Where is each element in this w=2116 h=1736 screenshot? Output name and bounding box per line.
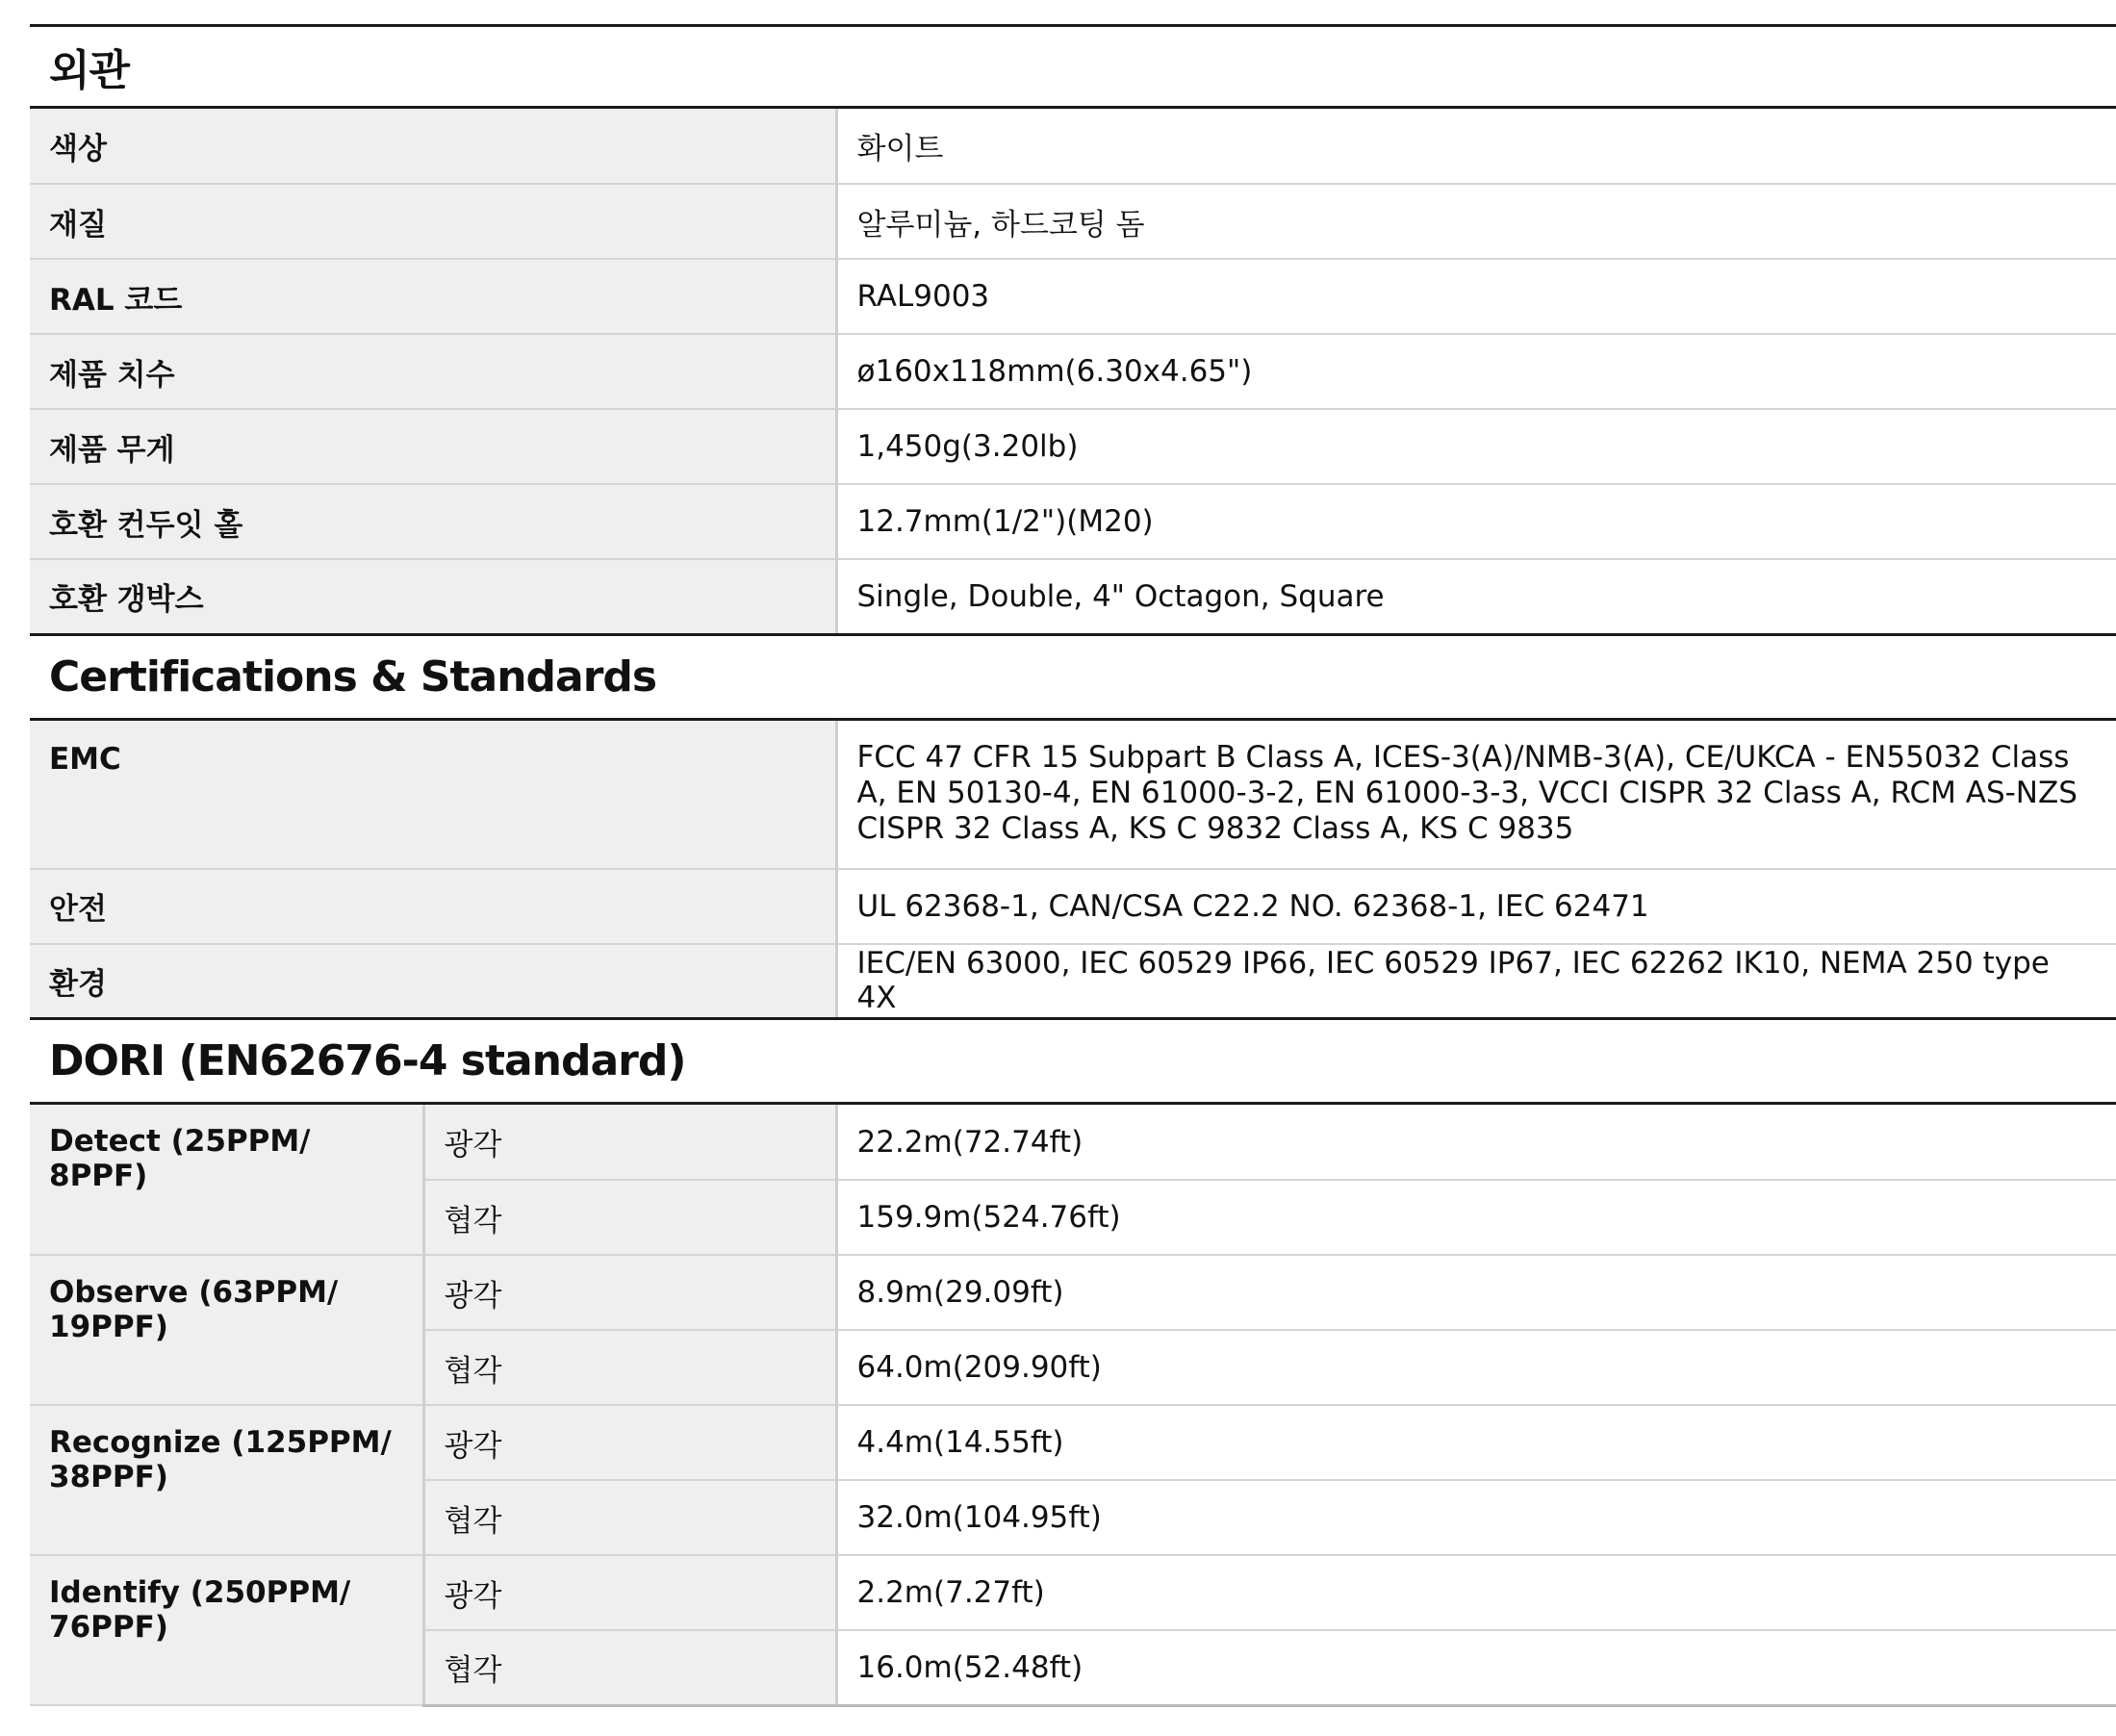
row-value: IEC/EN 63000, IEC 60529 IP66, IEC 60529 IP67, IEC 62262 IK10, NEMA 250 type 4X bbox=[836, 944, 2116, 1019]
certifications-table bbox=[30, 721, 2116, 1021]
table-row bbox=[30, 1255, 2116, 1330]
row-value: 화이트 bbox=[836, 109, 2116, 184]
table-row bbox=[30, 944, 2116, 1019]
table-row bbox=[30, 409, 2116, 484]
table-row bbox=[30, 484, 2116, 559]
row-value: 알루미늄, 하드코팅 돔 bbox=[836, 184, 2116, 259]
row-label: 재질 bbox=[30, 184, 836, 259]
dori-table bbox=[30, 1105, 2116, 1707]
lens-label: 광각 bbox=[423, 1255, 836, 1330]
row-label: 호환 갱박스 bbox=[30, 559, 836, 634]
table-row bbox=[30, 184, 2116, 259]
row-value: ø160x118mm(6.30x4.65") bbox=[836, 334, 2116, 409]
distance-value: 16.0m(52.48ft) bbox=[836, 1630, 2116, 1705]
table-row bbox=[30, 1105, 2116, 1180]
row-label: 환경 bbox=[30, 944, 836, 1019]
table-row bbox=[30, 869, 2116, 944]
distance-value: 2.2m(7.27ft) bbox=[836, 1555, 2116, 1630]
row-value: 1,450g(3.20lb) bbox=[836, 409, 2116, 484]
section-title-certifications: Certifications & Standards bbox=[30, 636, 2116, 721]
table-row bbox=[30, 109, 2116, 184]
table-row bbox=[30, 1405, 2116, 1480]
row-value: 12.7mm(1/2")(M20) bbox=[836, 484, 2116, 559]
lens-label: 광각 bbox=[423, 1105, 836, 1180]
row-label: 색상 bbox=[30, 109, 836, 184]
distance-value: 8.9m(29.09ft) bbox=[836, 1255, 2116, 1330]
lens-label: 협각 bbox=[423, 1180, 836, 1255]
dori-group-label: Recognize (125PPM/ 38PPF) bbox=[30, 1405, 423, 1555]
distance-value: 64.0m(209.90ft) bbox=[836, 1330, 2116, 1405]
row-value: FCC 47 CFR 15 Subpart B Class A, ICES-3(A)/NMB-3(A), CE/UKCA - EN55032 Class A, EN 50130-4, EN 61000-3-2, EN 61000-3-3, VCCI CISPR 32 Class A, RCM AS-NZS CISPR 32 Class A, KS C 9832 Class A, KS C 9835 bbox=[836, 721, 2116, 869]
section-title-dori: DORI (EN62676-4 standard) bbox=[30, 1020, 2116, 1105]
lens-label: 광각 bbox=[423, 1405, 836, 1480]
row-value: Single, Double, 4" Octagon, Square bbox=[836, 559, 2116, 634]
distance-value: 4.4m(14.55ft) bbox=[836, 1405, 2116, 1480]
row-label: EMC bbox=[30, 721, 836, 869]
lens-label: 협각 bbox=[423, 1480, 836, 1555]
distance-value: 22.2m(72.74ft) bbox=[836, 1105, 2116, 1180]
dori-group-label: Observe (63PPM/ 19PPF) bbox=[30, 1255, 423, 1405]
dori-group-label: Detect (25PPM/ 8PPF) bbox=[30, 1105, 423, 1255]
appearance-table bbox=[30, 109, 2116, 636]
table-row bbox=[30, 559, 2116, 634]
row-label: 호환 컨두잇 홀 bbox=[30, 484, 836, 559]
row-label: 제품 치수 bbox=[30, 334, 836, 409]
lens-label: 광각 bbox=[423, 1555, 836, 1630]
distance-value: 32.0m(104.95ft) bbox=[836, 1480, 2116, 1555]
table-row bbox=[30, 1555, 2116, 1630]
row-value: RAL9003 bbox=[836, 259, 2116, 334]
lens-label: 협각 bbox=[423, 1330, 836, 1405]
row-value: UL 62368-1, CAN/CSA C22.2 NO. 62368-1, IEC 62471 bbox=[836, 869, 2116, 944]
lens-label: 협각 bbox=[423, 1630, 836, 1705]
row-label: RAL 코드 bbox=[30, 259, 836, 334]
table-row bbox=[30, 259, 2116, 334]
dori-group-label: Identify (250PPM/ 76PPF) bbox=[30, 1555, 423, 1705]
row-label: 안전 bbox=[30, 869, 836, 944]
row-label: 제품 무게 bbox=[30, 409, 836, 484]
table-row bbox=[30, 721, 2116, 869]
table-row bbox=[30, 334, 2116, 409]
distance-value: 159.9m(524.76ft) bbox=[836, 1180, 2116, 1255]
section-title-appearance: 외관 bbox=[30, 24, 2116, 109]
spec-sheet bbox=[30, 24, 2116, 1707]
